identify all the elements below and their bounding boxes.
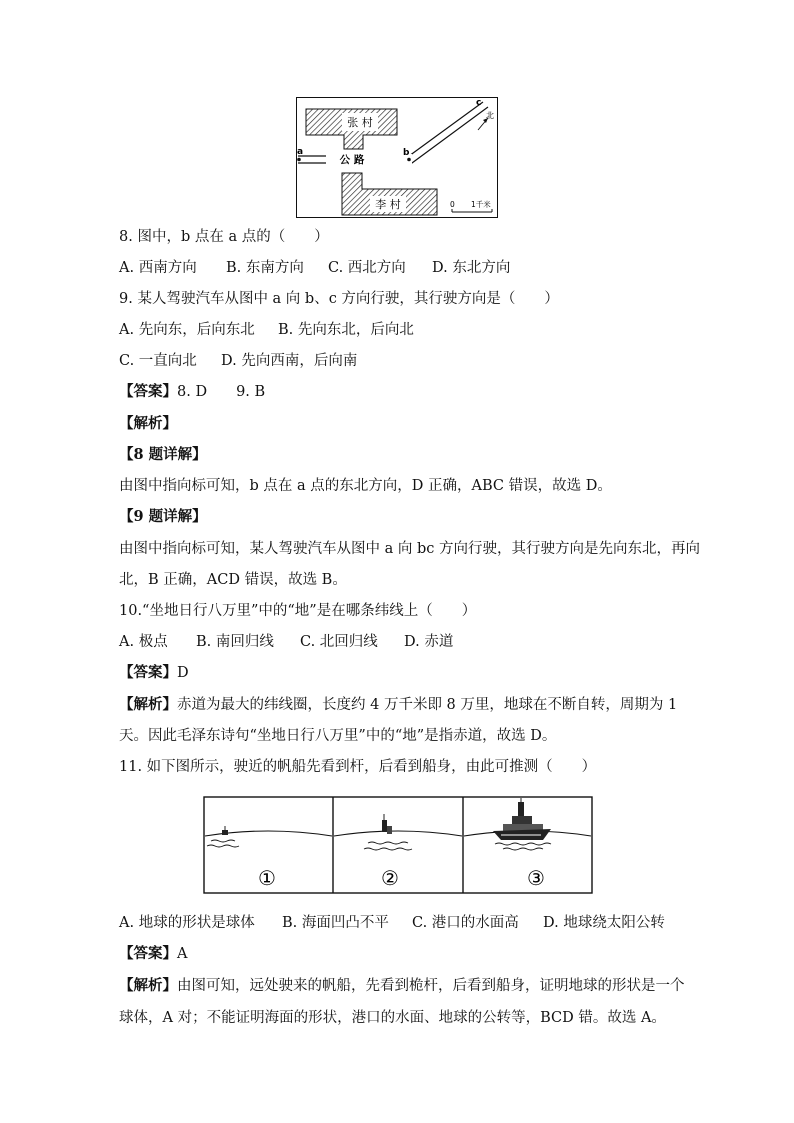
zhang-village-label: 张 村 [347,116,373,129]
q10-answer [119,663,189,683]
panel-label-1: ① [258,866,276,890]
panel-label-3: ③ [527,866,545,890]
q10-option-a: A. 极点 [119,634,168,650]
detail-8-heading: 【8 题详解】 [119,446,207,463]
q8-option-b: B. 东南方向 [226,260,304,276]
detail-8-text: 由图中指向标可知，b 点在 a 点的东北方向，D 正确，ABC 错误，故选 D。 [119,478,612,494]
answer-text: 8. D 9. B [177,384,266,400]
q8-option-d: D. 东北方向 [432,260,511,276]
q11-analysis-line1 [119,976,685,996]
road-label: 公 路 [339,154,365,166]
detail-9-heading: 【9 题详解】 [119,508,207,525]
li-village-label: 李 村 [375,198,401,211]
q11-option-b: B. 海面凹凸不平 [282,915,389,931]
q8-option-a: A. 西南方向 [119,260,197,276]
q11-answer-tag: 【答案】 [119,945,177,962]
q11-options [119,913,665,933]
q10-option-d: D. 赤道 [404,634,454,650]
analysis-heading: 【解析】 [119,415,177,432]
map-figure [296,97,498,218]
q11-analysis-line2: 球体，A 对；不能证明海面的形状，港口的水面、地球的公转等，BCD 错。故选 A。 [119,1010,666,1026]
q11-answer-value: A [177,946,188,962]
point-c-label: c [476,98,482,108]
q10-analysis-line2: 天。因此毛泽东诗句“坐地日行八万里”中的“地”是指赤道，故选 D。 [119,728,557,744]
q10-answer-value: D [177,665,189,681]
q8-option-c: C. 西北方向 [328,260,406,276]
point-b-label: b [403,148,410,158]
q8-options [119,258,510,278]
q9-option-d: D. 先向西南，后向南 [221,353,358,369]
answer-tag: 【答案】 [119,383,177,400]
q9-option-a: A. 先向东，后向东北 [119,322,255,338]
q9-options-row2 [119,351,357,371]
q10-option-b: B. 南回归线 [196,634,274,650]
q9-stem: 9. 某人驾驶汽车从图中 a 向 b、c 方向行驶，其行驶方向是（ ） [119,291,559,307]
q8-stem: 8. 图中，b 点在 a 点的（ ） [119,229,329,245]
q10-stem: 10.“坐地日行八万里”中的“地”是在哪条纬线上（ ） [119,603,477,619]
north-label: 北 [486,111,494,120]
point-a-marker [297,158,301,162]
q11-answer [119,944,187,964]
q10-answer-tag: 【答案】 [119,664,177,681]
q10-analysis-tag: 【解析】 [119,696,177,713]
q11-analysis-text1: 由图可知，远处驶来的帆船，先看到桅杆，后看到船身，证明地球的形状是一个 [177,978,685,994]
q11-option-c: C. 港口的水面高 [412,915,519,931]
ship-figure [203,796,593,894]
detail-9-line2: 北，B 正确，ACD 错误，故选 B。 [119,572,347,588]
q11-option-d: D. 地球绕太阳公转 [543,915,665,931]
q9-option-c: C. 一直向北 [119,353,197,369]
q11-stem: 11. 如下图所示，驶近的帆船先看到杆，后看到船身，由此可推测（ ） [119,759,597,775]
q11-option-a: A. 地球的形状是球体 [119,915,255,931]
scale-zero-label: 0 [450,200,455,209]
q11-analysis-tag: 【解析】 [119,977,177,994]
panel-label-2: ② [381,866,399,890]
q9-options-row1 [119,320,414,340]
answer-8-9 [119,382,265,402]
q9-option-b: B. 先向东北，后向北 [278,322,414,338]
q10-analysis-line1 [119,695,677,715]
point-b-marker [407,158,411,162]
point-a-label: a [297,147,304,157]
q10-option-c: C. 北回归线 [300,634,378,650]
q10-options [119,632,453,652]
detail-9-line1: 由图中指向标可知，某人驾驶汽车从图中 a 向 bc 方向行驶，其行驶方向是先向东北，再向 [119,541,700,557]
q10-analysis-text1: 赤道为最大的纬线圈，长度约 4 万千米即 8 万里，地球在不断自转，周期为 1 [177,697,678,713]
scale-unit-label: 1千米 [471,200,491,209]
